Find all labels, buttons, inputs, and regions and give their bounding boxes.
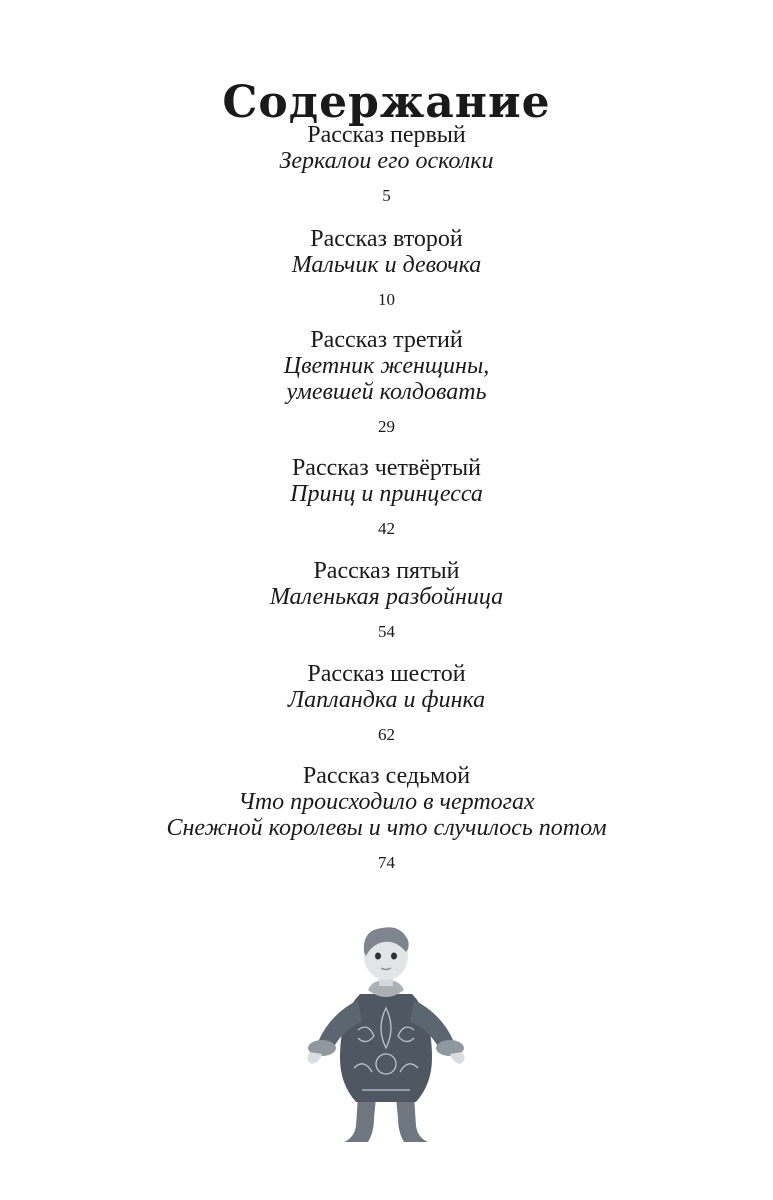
page-number: 54 [378, 622, 395, 641]
boy-illustration-icon [296, 918, 476, 1146]
story-title: Принц и принцесса [290, 481, 483, 507]
story-number: Рассказ третий [310, 327, 463, 353]
toc-entry-7[interactable] [0, 763, 773, 873]
story-title-line-2: Снежной королевы и что случилось потом [166, 815, 607, 841]
story-title-line-1: Цветник женщины, [283, 353, 490, 379]
page-number: 10 [378, 290, 395, 309]
toc-entry-4[interactable] [0, 455, 773, 539]
toc-entry-6[interactable] [0, 661, 773, 745]
page-number: 29 [378, 417, 395, 436]
page-number: 5 [382, 186, 391, 205]
toc-entry-3[interactable] [0, 327, 773, 437]
story-number: Рассказ второй [310, 226, 463, 252]
page-number: 74 [378, 853, 395, 872]
page-number: 42 [378, 519, 395, 538]
story-title: Зеркалои его осколки [279, 148, 494, 174]
page-number: 62 [378, 725, 395, 744]
story-title: Маленькая разбойница [269, 584, 504, 610]
page-title: Содержание [222, 77, 551, 129]
story-number: Рассказ пятый [313, 558, 460, 584]
story-number: Рассказ седьмой [302, 763, 471, 789]
toc-entry-2[interactable] [0, 226, 773, 310]
story-title-line-2: умевшей колдовать [286, 379, 487, 405]
story-title-line-1: Что происходило в чертогах [238, 789, 535, 815]
story-number: Рассказ первый [307, 122, 466, 148]
story-title: Лапландка и финка [287, 687, 486, 713]
toc-entry-5[interactable] [0, 558, 773, 642]
story-number: Рассказ шестой [307, 661, 466, 687]
toc-entry-1[interactable] [0, 122, 773, 206]
story-number: Рассказ четвёртый [291, 455, 482, 481]
story-title: Мальчик и девочка [291, 252, 482, 278]
